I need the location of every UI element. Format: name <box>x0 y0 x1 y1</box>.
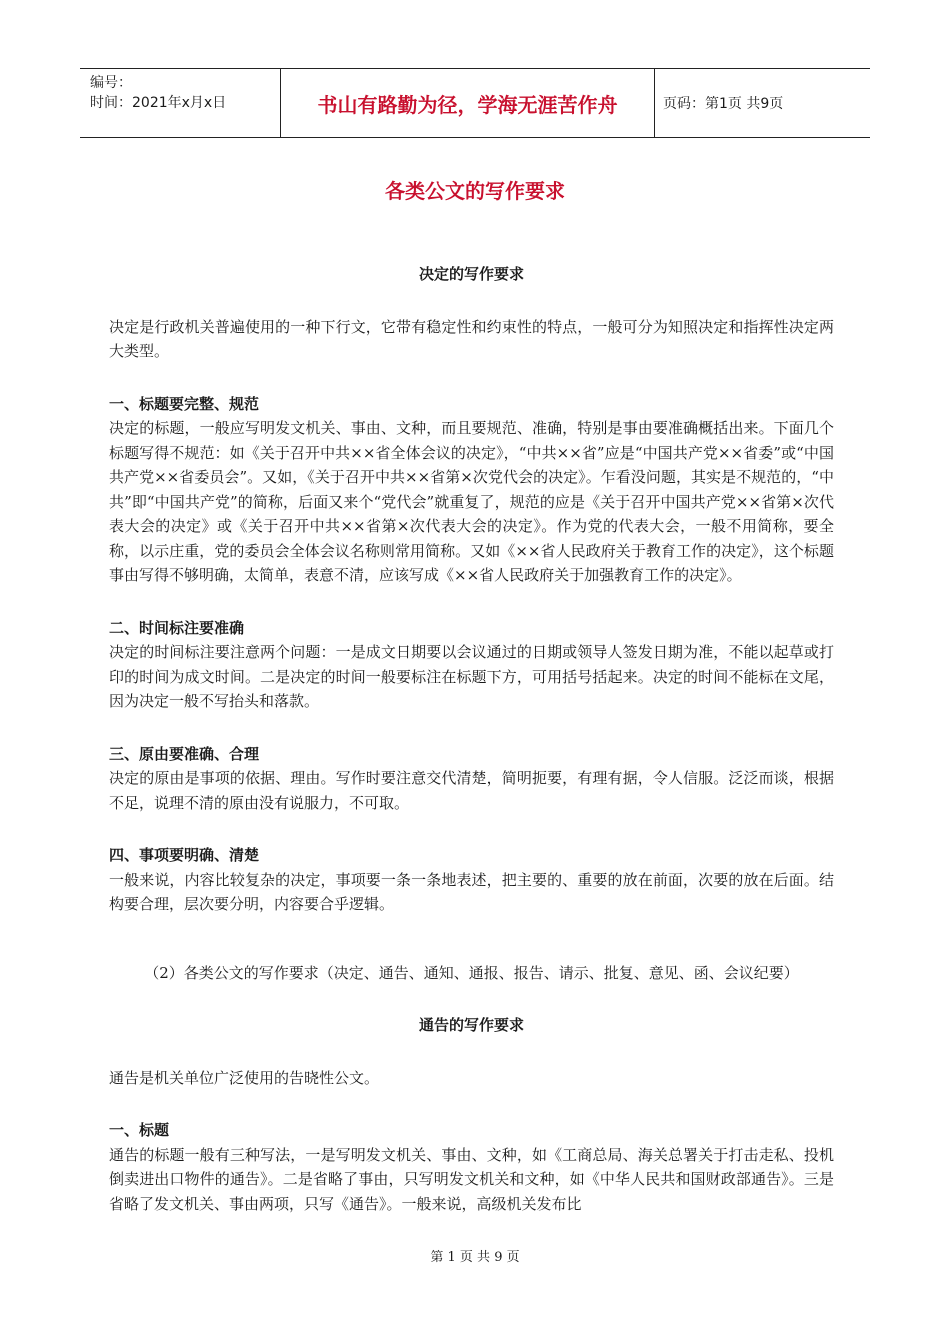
paragraph: 决定是行政机关普遍使用的一种下行文，它带有稳定性和约束性的特点，一般可分为知照决定和指挥性决定两大类型。 <box>109 317 834 360</box>
subheading: 三、原由要准确、合理 <box>109 744 260 763</box>
header-meta <box>80 69 280 137</box>
document-body <box>109 262 834 1216</box>
part2-caption: （2）各类公文的写作要求（决定、通告、通知、通报、报告、请示、批复、意见、函、会议纪要） <box>144 963 799 982</box>
number-label: 编号： <box>90 75 132 91</box>
section-title-decision: 决定的写作要求 <box>418 265 524 283</box>
subheading: 一、标题要完整、规范 <box>109 394 260 413</box>
header-motto: 书山有路勤为径，学海无涯苦作舟 <box>280 69 655 137</box>
section-title-notice: 通告的写作要求 <box>418 1016 524 1034</box>
page-header <box>80 68 870 138</box>
document-title: 各类公文的写作要求 <box>385 179 565 203</box>
time-label: 时间：2021年x月x日 <box>90 95 227 111</box>
paragraph: 决定的原由是事项的依据、理由。写作时要注意交代清楚，简明扼要，有理有据，令人信服。泛泛而谈，根据不足，说理不清的原由没有说服力，不可取。 <box>109 769 834 812</box>
page-footer: 第 1 页 共 9 页 <box>430 1250 520 1265</box>
subheading: 四、事项要明确、清楚 <box>109 846 260 864</box>
header-page-info: 页码：第1页 共9页 <box>663 96 784 112</box>
paragraph: 通告是机关单位广泛使用的告晓性公文。 <box>109 1068 380 1087</box>
subheading: 二、时间标注要准确 <box>109 618 245 637</box>
paragraph: 决定的标题，一般应写明发文机关、事由、文种，而且要规范、准确，特别是事由要准确概括出来。下面几个标题写得不规范：如《关于召开中共××省全体会议的决定》，“中共××省”应是“中国共产党××省委”或“中国共产党××省委员会”。又如，《关于召开中共××省第×次党代会的决定》。乍看没问题，其实是不规范的，“中共”即“中国共产党”的简称，后面又来个“党代会”就重复了，规范的应是《关于召开中国共产党××省第×次代表大会的决定》或《关于召开中共××省第×次代表大会的决定》。作为党的代表大会，一般不用简称，要全称，以示庄重，党的委员会全体会议名称则常用简称。又如《××省人民政府关于教育工作的决定》，这个标题事由写得不够明确，太简单，表意不清，应该写成《××省人民政府关于加强教育工作的决定》。 <box>109 419 834 584</box>
subheading: 一、标题 <box>109 1121 170 1139</box>
paragraph: 通告的标题一般有三种写法，一是写明发文机关、事由、文种，如《工商总局、海关总署关于打击走私、投机倒卖进出口物件的通告》。二是省略了事由，只写明发文机关和文种，如《中华人民共和国财政部通告》。三是省略了发文机关、事由两项，只写《通告》。一般来说，高级机关发布比 <box>109 1145 834 1213</box>
paragraph: 决定的时间标注要注意两个问题：一是成文日期要以会议通过的日期或领导人签发日期为准，不能以起草或打印的时间为成文时间。二是决定的时间一般要标注在标题下方，可用括号括起来。决定的时间不能标在文尾，因为决定一般不写抬头和落款。 <box>109 643 834 710</box>
paragraph: 一般来说，内容比较复杂的决定，事项要一条一条地表述，把主要的、重要的放在前面，次要的放在后面。结构要合理，层次要分明，内容要合乎逻辑。 <box>109 870 834 913</box>
